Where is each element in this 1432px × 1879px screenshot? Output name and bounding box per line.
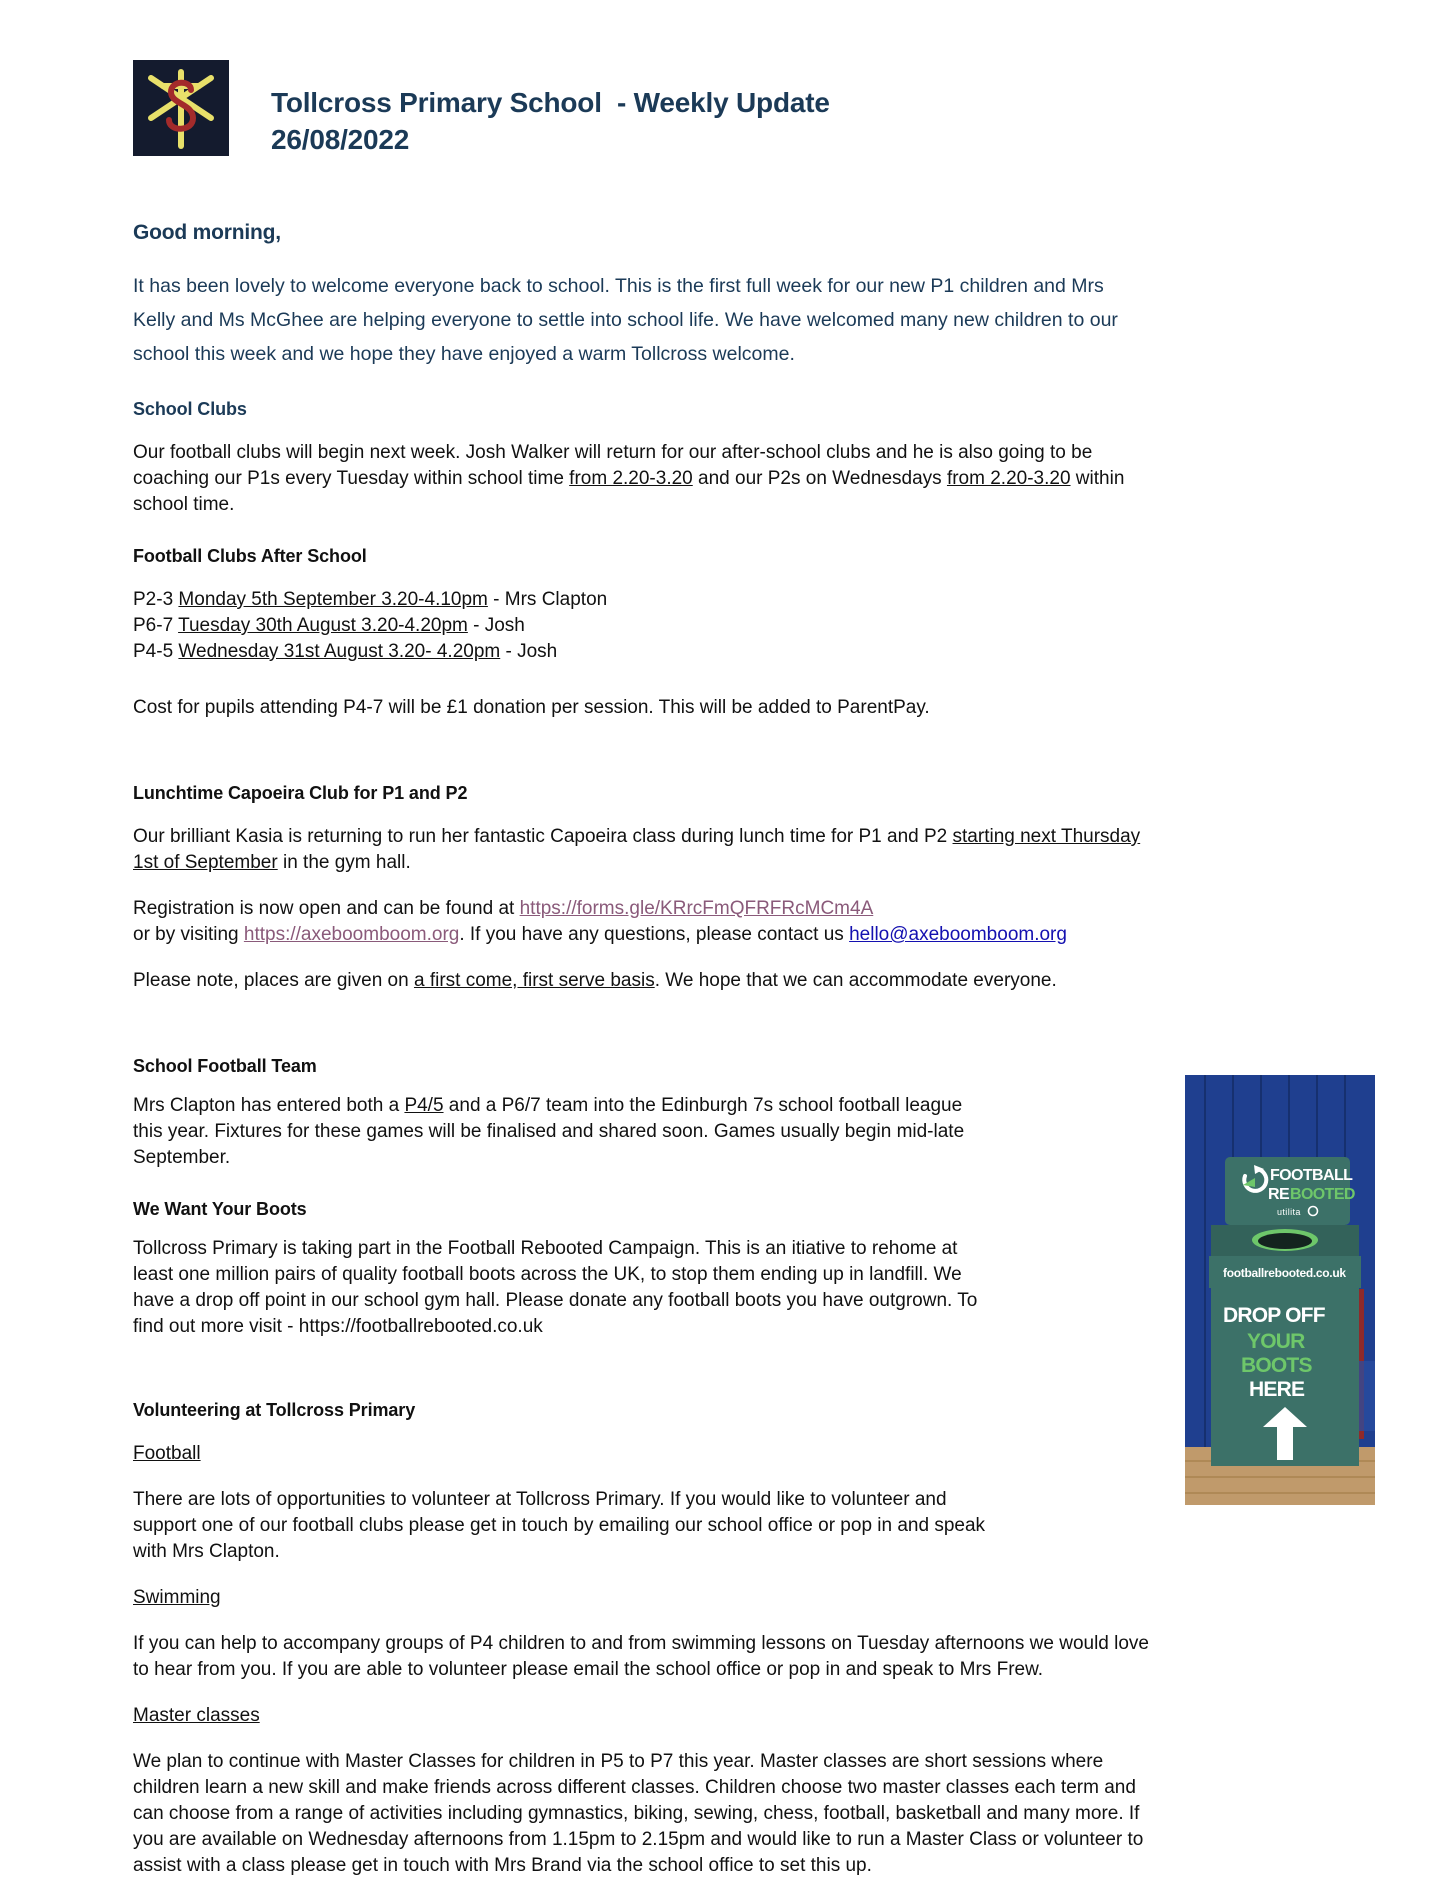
- svg-text:DROP OFF: DROP OFF: [1223, 1304, 1325, 1327]
- registration-form-link[interactable]: https://forms.gle/KRrcFmQFRFRcMCm4A: [519, 898, 874, 919]
- axeboomboom-site-link[interactable]: https://axeboomboom.org: [243, 924, 460, 945]
- svg-text:YOUR: YOUR: [1247, 1330, 1305, 1353]
- list-item: [133, 589, 607, 610]
- volunteering-master-label: [133, 1703, 1163, 1729]
- football-label-text: Football: [133, 1443, 201, 1464]
- club-row-1-coach: - Josh: [467, 615, 525, 636]
- football-team-text-a: Mrs Clapton has entered both a: [133, 1095, 405, 1116]
- capoeira-paragraph: [133, 824, 1163, 876]
- club-row-1-grades: P6-7: [133, 615, 179, 636]
- heading-capoeira: Lunchtime Capoeira Club for P1 and P2: [133, 783, 468, 803]
- boots-paragraph: Tollcross Primary is taking part in the Football Rebooted Campaign. This is an itiative to rehome at least one million pairs of quality football boots across the UK, to stop them ending up in landfill. We have a drop off point in our school gym hall. Please donate any football boots you have outgrown. To find out more visit - https://footballrebooted.co.uk: [133, 1238, 978, 1337]
- svg-text:utilita: utilita: [1277, 1207, 1301, 1217]
- school-crest-icon: [133, 60, 229, 156]
- club-row-2-coach: - Josh: [500, 641, 558, 662]
- master-classes-label-text: Master classes: [133, 1705, 260, 1726]
- football-team-p45: P4/5: [404, 1095, 444, 1116]
- football-team-paragraph: [133, 1093, 993, 1171]
- capoeira-text-a: Our brilliant Kasia is returning to run her fantastic Capoeira class during lunch time for P1 and P2: [133, 826, 953, 847]
- heading-we-want-your-boots: We Want Your Boots: [133, 1199, 307, 1219]
- football-team-text-b: and a P6/7 team into the Edinburgh 7s school football league this year. Fixtures for these games will be finalised and shared soon. Games usually begin mid-late September.: [133, 1095, 965, 1168]
- club-row-2-grades: P4-5: [133, 641, 179, 662]
- intro-paragraph: It has been lovely to welcome everyone back to school. This is the first full week for our new P1 children and Mrs Kelly and Ms McGhee are helping everyone to settle into school life. We have welcomed many new children to our school this week and we hope they have enjoyed a warm Tollcross welcome.: [133, 275, 1118, 365]
- volunteering-swimming-text: If you can help to accompany groups of P4 children to and from swimming lessons on Tuesday afternoons we would love to hear from you. If you are able to volunteer please email the school office or pop in and speak to Mrs Frew.: [133, 1633, 1149, 1680]
- club-row-1-when: Tuesday 30th August 3.20-4.20pm: [178, 615, 468, 636]
- page-title: Tollcross Primary School - Weekly Update: [271, 87, 830, 118]
- visit-middle: . If you have any questions, please contact us: [459, 924, 850, 945]
- capoeira-registration: [133, 896, 1163, 948]
- page-date: 26/08/2022: [271, 124, 410, 155]
- svg-text:HERE: HERE: [1249, 1378, 1305, 1401]
- volunteering-swimming-label: [133, 1585, 993, 1611]
- club-row-2-when: Wednesday 31st August 3.20- 4.20pm: [178, 641, 501, 662]
- note-suffix: . We hope that we can accommodate everyone.: [654, 970, 1057, 991]
- registration-prefix: Registration is now open and can be found at: [133, 898, 520, 919]
- svg-text:BOOTS: BOOTS: [1241, 1354, 1312, 1377]
- school-clubs-text-c: within school time.: [133, 468, 1125, 515]
- capoeira-start-date: starting next Thursday 1st of September: [133, 826, 1141, 873]
- note-prefix: Please note, places are given on: [133, 970, 414, 991]
- svg-text:BOOTED: BOOTED: [1290, 1186, 1355, 1203]
- list-item: [133, 641, 557, 662]
- contact-email-link[interactable]: hello@axeboomboom.org: [849, 924, 1067, 945]
- heading-school-football-team: School Football Team: [133, 1056, 317, 1076]
- club-row-0-when: Monday 5th September 3.20-4.10pm: [178, 589, 488, 610]
- document-header: [0, 0, 1432, 158]
- school-clubs-paragraph: [133, 440, 1163, 518]
- school-clubs-text-b: and our P2s on Wednesdays: [692, 468, 947, 489]
- svg-text:RE: RE: [1268, 1186, 1290, 1203]
- school-clubs-text-a: Our football clubs will begin next week. Josh Walker will return for our after-school clubs and he is also going to be coaching our P1s every Tuesday within school time: [133, 442, 1093, 489]
- volunteering-master-text: We plan to continue with Master Classes for children in P5 to P7 this year. Master classes are short sessions where children learn a new skill and make friends across different classes. Children choose two master classes each term and can choose from a range of activities including gymnastics, biking, sewing, chess, football, basketball and many more. If you are available on Wednesday afternoons from 1.15pm to 2.15pm and would like to run a Master Class or volunteer to assist with a class please get in touch with Mrs Brand via the school office to set this up.: [133, 1751, 1144, 1876]
- greeting: Good morning,: [133, 221, 281, 244]
- list-item: [133, 615, 525, 636]
- football-rebooted-drop-off-bin-photo: [1185, 1075, 1375, 1505]
- visit-prefix: or by visiting: [133, 924, 244, 945]
- heading-volunteering: Volunteering at Tollcross Primary: [133, 1400, 416, 1420]
- club-row-0-grades: P2-3: [133, 589, 179, 610]
- header-title-block: [271, 60, 830, 158]
- heading-football-clubs-after-school: Football Clubs After School: [133, 546, 367, 566]
- capoeira-note: [133, 968, 1163, 994]
- football-clubs-cost: Cost for pupils attending P4-7 will be £1 donation per session. This will be added to ParentPay.: [133, 697, 930, 718]
- document-body: [0, 221, 1163, 1879]
- swimming-label-text: Swimming: [133, 1587, 221, 1608]
- volunteering-football-label: [133, 1441, 993, 1467]
- svg-text:footballrebooted.co.uk: footballrebooted.co.uk: [1223, 1266, 1346, 1280]
- note-first-come-basis: a first come, first serve basis: [413, 970, 655, 991]
- svg-text:FOOTBALL: FOOTBALL: [1270, 1167, 1353, 1184]
- school-clubs-time-2: from 2.20-3.20: [946, 468, 1071, 489]
- capoeira-text-b: in the gym hall.: [277, 852, 411, 873]
- football-clubs-list: [133, 587, 1163, 665]
- heading-school-clubs: School Clubs: [133, 399, 247, 419]
- club-row-0-coach: - Mrs Clapton: [487, 589, 608, 610]
- volunteering-football-text: There are lots of opportunities to volunteer at Tollcross Primary. If you would like to volunteer and support one of our football clubs please get in touch by emailing our school office or pop in and speak with Mrs Clapton.: [133, 1489, 986, 1562]
- school-clubs-time-1: from 2.20-3.20: [569, 468, 693, 489]
